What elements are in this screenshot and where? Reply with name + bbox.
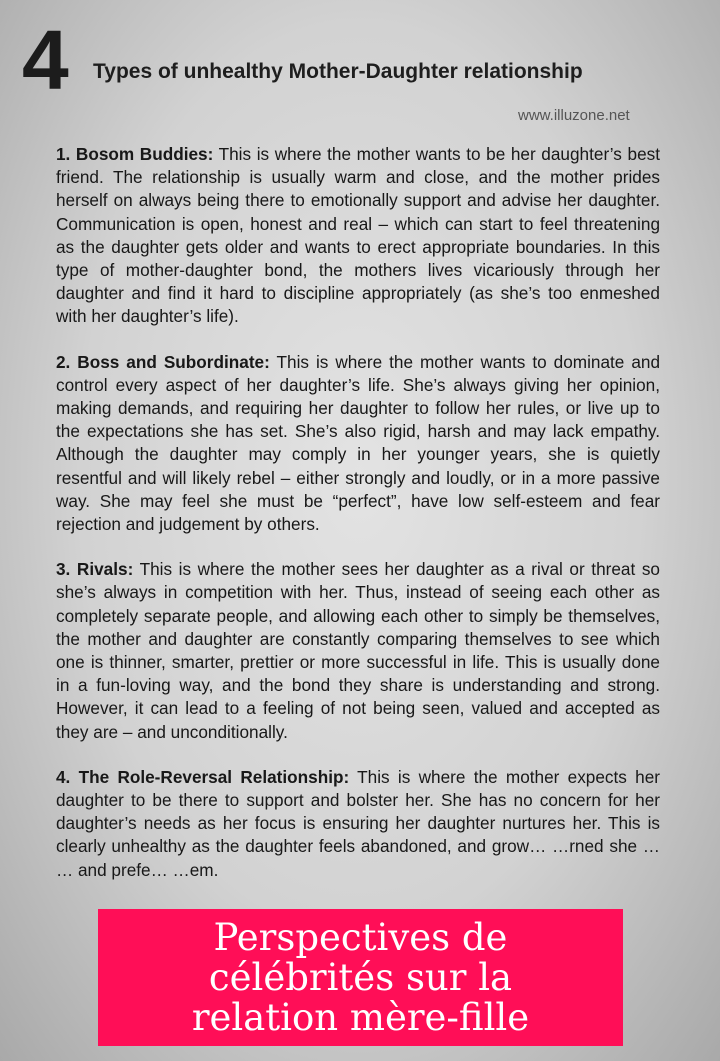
paragraph-heading: 2. Boss and Subordinate: [56, 351, 270, 372]
paragraph-heading: 4. The Role-Reversal Relationship: [56, 766, 350, 787]
caption-banner-text: Perspectives de célébrités sur la relation mère-fille [191, 915, 530, 1039]
paragraph-text: This is where the mother expects her daughter to be there to support and bolster her. She has no concern for her daughter’s needs as her focus is ensuring her daughter nurtures her. This is clearly unhealthy as the daughter feels abandoned, and grow… …rned she … … and prefe… …em. [56, 766, 660, 880]
paragraph-heading: 1. Bosom Buddies: [56, 144, 214, 164]
source-watermark: www.illuzone.net [518, 107, 630, 124]
paragraph-heading: 3. Rivals: [56, 559, 134, 580]
paragraph-rivals [56, 558, 660, 744]
section-number: 4 [22, 13, 69, 107]
page-title: Types of unhealthy Mother-Daughter relationship [93, 60, 583, 83]
paragraph-text: This is where the mother wants to dominate and control every aspect of her daughter’s life. She’s always giving her opinion, making demands, and requiring her daughter to follow her rules, or live up to the expectations she has set. She’s also rigid, harsh and may lack empathy. Although the daughter may comply in her younger years, she is quietly resentful and will likely rebel – either strongly and loudly, or in a more passive way. She may feel she must be “perfect”, have low self-esteem and fear rejection and judgement by others. [56, 351, 660, 535]
article-body [56, 143, 660, 904]
paragraph-text: This is where the mother wants to be her daughter’s best friend. The relationship is usually warm and close, and the mother prides herself on always being there to emotionally support and advise her daughter. Communication is open, honest and real – which can start to feel threatening as the daughter gets older and wants to erect appropriate boundaries. In this type of mother-daughter bond, the mothers lives vicariously through her daughter and find it hard to discipline appropriately (as she’s too enmeshed with her daughter’s life). [56, 144, 660, 327]
paragraph-role-reversal [56, 766, 660, 882]
paragraph-bosom-buddies [56, 143, 660, 329]
paragraph-boss-subordinate [56, 351, 660, 537]
caption-banner[interactable] [98, 909, 623, 1046]
paragraph-text: This is where the mother sees her daughter as a rival or threat so she’s always in competition with her. Thus, instead of seeing each other as completely separate people, and allowing each other to simply be themselves, the mother and daughter are constantly comparing themselves to see which one is thinner, smarter, prettier or more successful in life. This is usually done in a fun-loving way, and the bond they share is understanding and strong. However, it can lead to a feeling of not being seen, valued and accepted as they are – and unconditionally. [56, 559, 660, 742]
